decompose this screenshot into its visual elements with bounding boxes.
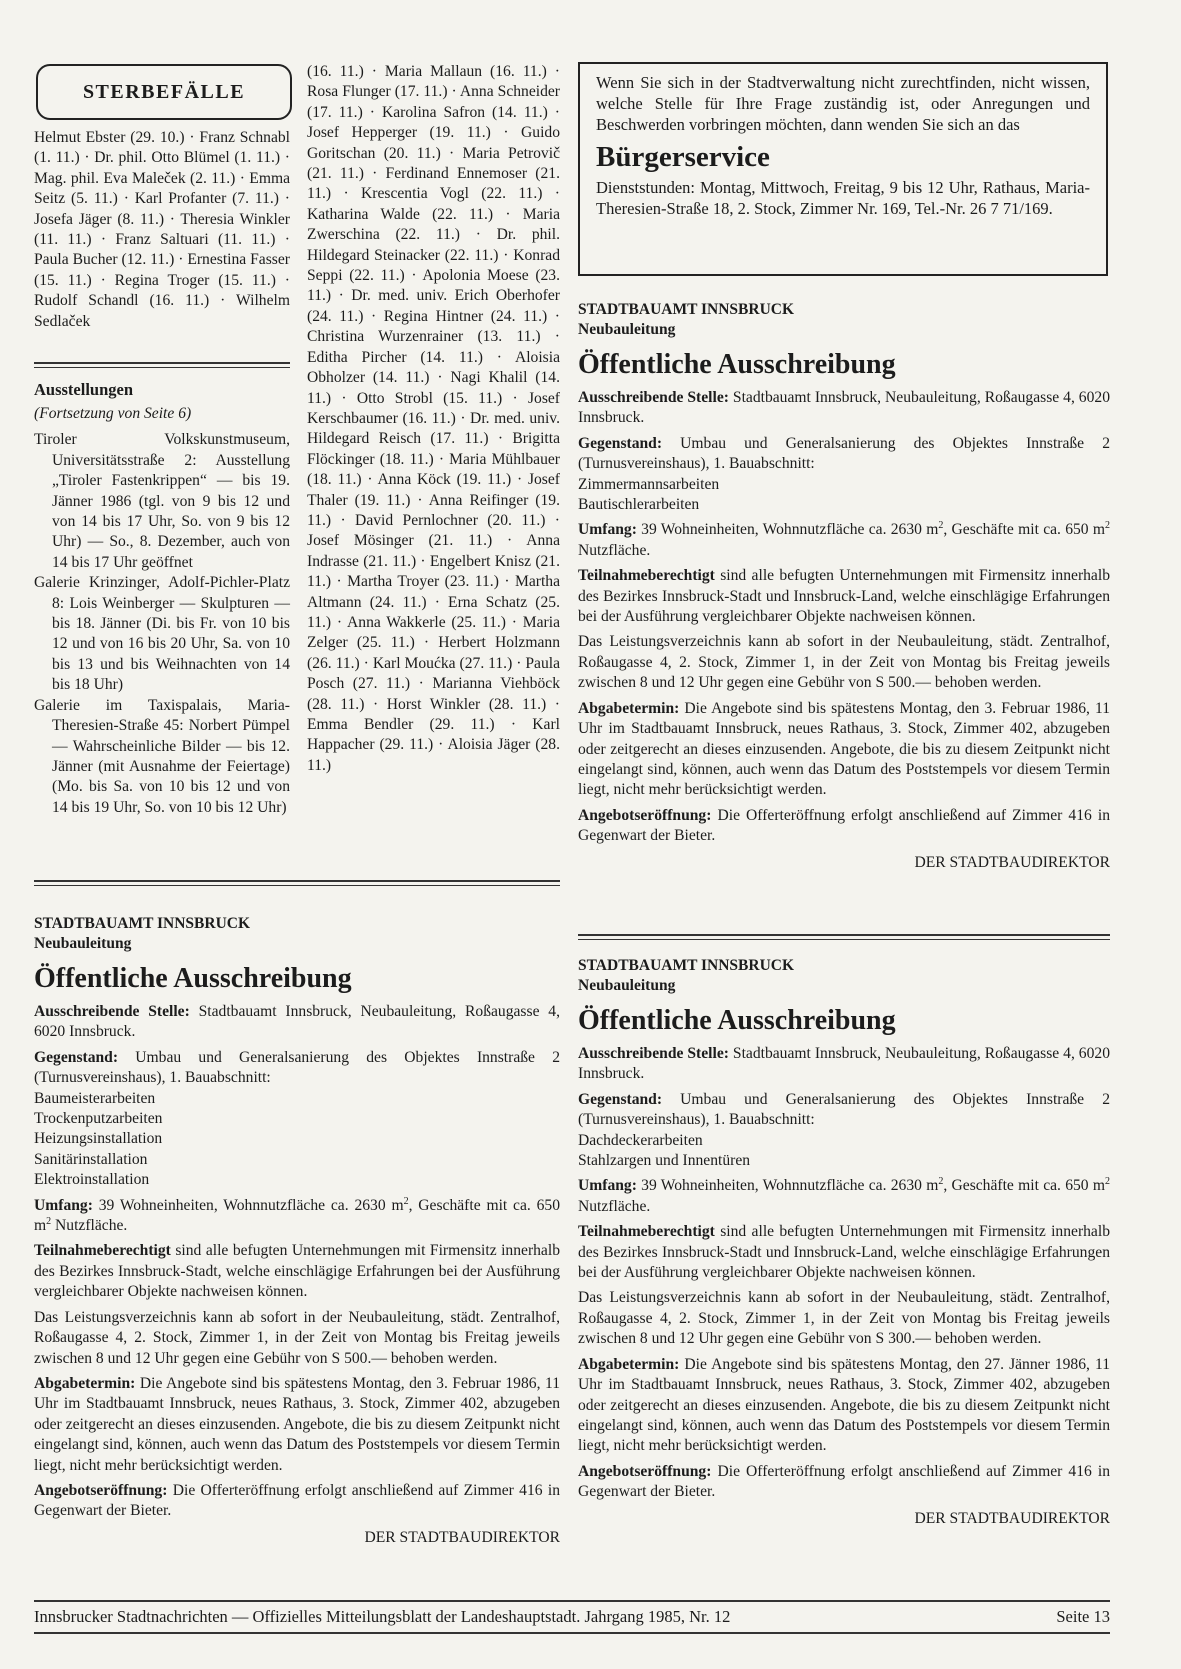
section-divider — [34, 880, 560, 886]
deaths-list-col2: (16. 11.) · Maria Mallaun (16. 11.) · Rosa Flunger (17. 11.) · Anna Schneider (17. 11.) · Karolina Safron (14. 11.) · Josef Hepperger (19. 11.) · Guido Goritschan (20. 11.) · Maria Petrovič (21. 11.) · Ferdinand Ennemoser (21. 11.) · Krescentia Vogl (22. 11.) · Katharina Walde (22. 11.) · Maria Zwerschina (22. 11.) · Dr. phil. Hildegard Steinacker (22. 11.) · Konrad Seppi (22. 11.) · Apolonia Moese (23. 11.) · Dr. med. univ. Erich Oberhofer (24. 11.) · Regina Hintner (24. 11.) · Christina Wurzenrainer (13. 11.) · Editha Pircher (14. 11.) · Aloisia Obholzer (14. 11.) · Nagi Khalil (14. 11.) · Otto Strobl (15. 11.) · Josef Kerschbaumer (16. 11.) · Dr. med. univ. Hildegard Reisch (17. 11.) · Brigitta Flöckinger (18. 11.) · Maria Mühlbauer (18. 11.) · Anna Köck (19. 11.) · Josef Thaler (19. 11.) · Anna Reifinger (19. 11.) · David Pernlochner (20. 11.) · Josef Mösinger (21. 11.) · Anna Indrasse (21. 11.) · Engelbert Knisz (21. 11.) · Martha Troyer (23. 11.) · Martha Altmann (24. 11.) · Erna Schatz (25. 11.) · Anna Wakkerle (25. 11.) · Maria Zelger (25. 11.) · Herbert Holzmann (26. 11.) · Karl Moućka (27. 11.) · Paula Posch (27. 11.) · Marianna Viehböck (28. 11.) · Horst Winkler (28. 11.) · Emma Bendler (29. 11.) · Karl Happacher (29. 11.) · Aloisia Jäger (28. 11.) — [307, 63, 560, 774]
leistungsverzeichnis-text: Das Leistungsverzeichnis kann ab sofort in der Neubauleitung, städt. Zentralhof, Roßaugasse 4, 2. Stock, Zimmer 1, in der Zeit von Montag bis Freitag jeweils zwischen 8 und 12 Uhr gegen eine Gebühr von S 500.— behoben werden. — [578, 633, 1110, 692]
eroeffnung-label: Angebotseröffnung: — [578, 1462, 712, 1480]
teilnahme-label: Teilnahmeberechtigt — [34, 1242, 171, 1260]
signature: DER STADTBAUDIREKTOR — [914, 1509, 1110, 1527]
tender-title: Öffentliche Ausschreibung — [578, 1005, 896, 1036]
tender-title: Öffentliche Ausschreibung — [34, 963, 352, 994]
abgabe-text: Die Angebote sind bis spätestens Montag, den 27. Jänner 1986, 11 Uhr im Stadtbauamt Innsbruck, neues Rathaus, 3. Stock, Zimmer 402, abzugeben oder zeitgerecht an dieses einzusenden. Angebote, die bis zu diesem Zeitpunkt nicht eingelangt sind, können, auch wenn das Datum des Poststempels vor diesem Termin liegt, nicht mehr berücksichtigt werden. — [578, 1355, 1110, 1455]
stelle-label: Ausschreibende Stelle: — [34, 1003, 190, 1020]
gegenstand-label: Gegenstand: — [578, 434, 663, 452]
tender-dept: Neubauleitung — [578, 321, 676, 338]
work-item: Trockenputzarbeiten — [34, 1110, 163, 1128]
buergerservice-intro: Wenn Sie sich in der Stadtverwaltung nicht zurechtfinden, nicht wissen, welche Stelle für Ihre Frage zuständig ist, oder Anregungen und Beschwerden vorbringen möchten, dann wenden Sie sich an das — [596, 73, 1090, 134]
umfang-text: , Geschäfte mit ca. 650 m — [943, 521, 1105, 539]
teilnahme-text: sind alle befugten Unternehmungen mit Firmensitz innerhalb des Bezirkes Innsbruck-Stadt und Innsbruck-Land, welche einschlägige Erfahrungen bei der Ausführung vergleichbarer Objekte nachweisen können. — [578, 1223, 1110, 1282]
signature: DER STADTBAUDIREKTOR — [364, 1528, 560, 1546]
deaths-title-box — [36, 64, 292, 120]
work-item: Baumeisterarbeiten — [34, 1089, 156, 1107]
work-item: Bautischlerarbeiten — [578, 496, 700, 514]
leistungsverzeichnis-text: Das Leistungsverzeichnis kann ab sofort in der Neubauleitung, städt. Zentralhof, Roßaugasse 4, 2. Stock, Zimmer 1, in der Zeit von Montag bis Freitag jeweils zwischen 8 und 12 Uhr gegen eine Gebühr von S 500.— behoben werden. — [34, 1308, 560, 1367]
teilnahme-text: sind alle befugten Unternehmungen mit Firmensitz innerhalb des Bezirkes Innsbruck-Stadt, welche einschlägige Erfahrungen bei der Ausführung vergleichbarer Objekte nachweisen können. — [34, 1242, 560, 1301]
gegenstand-text: Umbau und Generalsanierung des Objektes Innstraße 2 (Turnusvereinshaus), 1. Bauabschnitt: — [578, 1090, 1110, 1129]
exhibition-item: Galerie im Taxispalais, Maria-Theresien-Straße 45: Norbert Pümpel — Wahrscheinliche Bilder — bis 12. Jänner (mit Ausnahme der Feiertage) (Mo. bis Sa. von 10 bis 12 und von 14 bis 19 Uhr, So. von 10 bis 12 Uhr) — [34, 696, 290, 816]
stelle-label: Ausschreibende Stelle: — [578, 389, 729, 406]
teilnahme-text: sind alle befugten Unternehmungen mit Firmensitz innerhalb des Bezirkes Innsbruck-Stadt und Innsbruck-Land, welche einschlägige Erfahrungen bei der Ausführung vergleichbarer Objekte nachweisen können. — [578, 567, 1110, 626]
abgabe-text: Die Angebote sind bis spätestens Montag, den 3. Februar 1986, 11 Uhr im Stadtbauamt Innsbruck, neues Rathaus, 3. Stock, Zimmer 402, abzugeben oder zeitgerecht an dieses einzusenden. Angebote, die bis zu diesem Zeitpunkt nicht eingelangt sind, können, auch wenn das Datum des Poststempels vor diesem Termin liegt, nicht mehr berücksichtigt werden. — [34, 1374, 560, 1474]
umfang-text: 39 Wohneinheiten, Wohnnutzfläche ca. 2630 m — [636, 521, 939, 539]
eroeffnung-text: Die Offerteröffnung erfolgt anschließend auf Zimmer 416 in Gegenwart der Bieter. — [34, 1481, 560, 1520]
tender-org: STADTBAUAMT INNSBRUCK — [578, 301, 795, 318]
stelle-text: Stadtbauamt Innsbruck, Neubauleitung, Roßaugasse 4, 6020 Innsbruck. — [578, 389, 1110, 427]
eroeffnung-label: Angebotseröffnung: — [34, 1481, 168, 1499]
section-divider — [578, 934, 1110, 940]
work-item: Stahlzargen und Innentüren — [578, 1152, 751, 1170]
work-item: Sanitärinstallation — [34, 1150, 148, 1168]
tender-title: Öffentliche Ausschreibung — [578, 349, 896, 380]
gegenstand-text: Umbau und Generalsanierung des Objektes Innstraße 2 (Turnusvereinshaus), 1. Bauabschnitt: — [578, 434, 1110, 473]
umfang-text: Nutzfläche. — [578, 541, 651, 559]
tender-org: STADTBAUAMT INNSBRUCK — [34, 915, 251, 932]
page-number: Seite 13 — [1056, 1607, 1110, 1626]
stelle-text: Stadtbauamt Innsbruck, Neubauleitung, Roßaugasse 4, 6020 Innsbruck. — [34, 1003, 560, 1041]
exhibitions-subtitle: (Fortsetzung von Seite 6) — [34, 405, 192, 422]
umfang-text: 39 Wohneinheiten, Wohnnutzfläche ca. 2630 m — [92, 1196, 404, 1214]
tender-notice-1: STADTBAUAMT INNSBRUCK Neubauleitung Öffentliche Ausschreibung Ausschreibende Stelle: Stadtbauamt Innsbruck, Neubauleitung, Roßaugasse 4, 6020 Innsbruck. Gegenstand: Umbau und Generalsanierung des Objektes Innstraße 2 (Turnusvereinshaus), 1. Bauabschnitt: Zimmermannsarbeiten Bautischlerarbeiten Umfang: 39 Wohneinheiten, Wohnnutzfläche ca. 2630 $m^2$, Geschäfte mit ca. 650 $m^2$ Nutzfläche. Teilnahmeberechtigt sind alle befugten Unternehmungen mit Firmensitz innerhalb des Bezirkes Innsbruck-Stadt und Innsbruck-Land, welche einschlägige Erfahrungen bei der Ausführung vergleichbarer Objekte nachweisen können. Das Leistungsverzeichnis kann ab sofort in der Neubauleitung, städt. Zentralhof, Roßaugasse 4, 2. Stock, Zimmer 1, in der Zeit von Montag bis Freitag jeweils zwischen 8 und 12 Uhr gegen eine Gebühr von S 500.— behoben werden. Abgabetermin: Die Angebote sind bis spätestens Montag, den 3. Februar 1986, 11 Uhr im Stadtbauamt Innsbruck, neues Rathaus, 3. Stock, Zimmer 402, abzugeben oder zeitgerecht an dieses einzusenden. Angebote, die bis zu diesem Zeitpunkt nicht eingelangt sind, können, auch wenn das Datum des Poststempels vor diesem Termin liegt, nicht mehr berücksichtigt werden. Angebotseröffnung: Die Offerteröffnung erfolgt anschließend auf Zimmer 416 in Gegenwart der Bieter. DER STADTBAUDIREKTOR — [578, 300, 1110, 873]
abgabe-label: Abgabetermin: — [34, 1374, 136, 1392]
tender-notice-3: STADTBAUAMT INNSBRUCK Neubauleitung Öffentliche Ausschreibung Ausschreibende Stelle: Stadtbauamt Innsbruck, Neubauleitung, Roßaugasse 4, 6020 Innsbruck. Gegenstand: Umbau und Generalsanierung des Objektes Innstraße 2 (Turnusvereinshaus), 1. Bauabschnitt: Dachdeckerarbeiten Stahlzargen und Innentüren Umfang: 39 Wohneinheiten, Wohnnutzfläche ca. 2630 $m^2$, Geschäfte mit ca. 650 $m^2$ Nutzfläche. Teilnahmeberechtigt sind alle befugten Unternehmungen mit Firmensitz innerhalb des Bezirkes Innsbruck-Stadt und Innsbruck-Land, welche einschlägige Erfahrungen bei der Ausführung vergleichbarer Objekte nachweisen können. Das Leistungsverzeichnis kann ab sofort in der Neubauleitung, städt. Zentralhof, Roßaugasse 4, 2. Stock, Zimmer 1, in der Zeit von Montag bis Freitag jeweils zwischen 8 und 12 Uhr gegen eine Gebühr von S 300.— behoben werden. Abgabetermin: Die Angebote sind bis spätestens Montag, den 27. Jänner 1986, 11 Uhr im Stadtbauamt Innsbruck, neues Rathaus, 3. Stock, Zimmer 402, abzugeben oder zeitgerecht an dieses einzusenden. Angebote, die bis zu diesem Zeitpunkt nicht eingelangt sind, können, auch wenn das Datum des Poststempels vor diesem Termin liegt, nicht mehr berücksichtigt werden. Angebotseröffnung: Die Offerteröffnung erfolgt anschließend auf Zimmer 416 in Gegenwart der Bieter. DER STADTBAUDIREKTOR — [578, 956, 1110, 1529]
signature: DER STADTBAUDIREKTOR — [914, 853, 1110, 871]
work-item: Heizungsinstallation — [34, 1130, 163, 1148]
abgabe-text: Die Angebote sind bis spätestens Montag, den 3. Februar 1986, 11 Uhr im Stadtbauamt Innsbruck, neues Rathaus, 3. Stock, Zimmer 402, abzugeben oder zeitgerecht an dieses einzusenden. Angebote, die bis zu diesem Zeitpunkt nicht eingelangt sind, können, auch wenn das Datum des Poststempels vor diesem Termin liegt, nicht mehr berücksichtigt werden. — [578, 699, 1110, 799]
buergerservice-hours: Dienststunden: Montag, Mittwoch, Freitag, 9 bis 12 Uhr, Rathaus, Maria-Theresien-Straße 18, 2. Stock, Zimmer Nr. 169, Tel.-Nr. 26 7 71/169. — [596, 178, 1090, 218]
tender-dept: Neubauleitung — [578, 977, 676, 994]
teilnahme-label: Teilnahmeberechtigt — [578, 567, 715, 585]
umfang-text: , Geschäfte mit ca. 650 m — [34, 1196, 560, 1235]
umfang-text: Nutzfläche. — [578, 1197, 651, 1215]
eroeffnung-label: Angebotseröffnung: — [578, 806, 712, 824]
umfang-text: 39 Wohneinheiten, Wohnnutzfläche ca. 2630 m — [636, 1177, 939, 1195]
abgabe-label: Abgabetermin: — [578, 1355, 680, 1373]
umfang-text: Nutzfläche. — [51, 1217, 128, 1235]
umfang-text: , Geschäfte mit ca. 650 m — [943, 1177, 1105, 1195]
tender-org: STADTBAUAMT INNSBRUCK — [578, 957, 795, 974]
publication-line: Innsbrucker Stadtnachrichten — Offizielles Mitteilungsblatt der Landeshauptstadt. Jahrgang 1985, Nr. 12 — [34, 1607, 731, 1626]
work-item: Elektroinstallation — [34, 1171, 150, 1189]
tender-notice-2: STADTBAUAMT INNSBRUCK Neubauleitung Öffentliche Ausschreibung Ausschreibende Stelle: Stadtbauamt Innsbruck, Neubauleitung, Roßaugasse 4, 6020 Innsbruck. Gegenstand: Umbau und Generalsanierung des Objektes Innstraße 2 (Turnusvereinshaus), 1. Bauabschnitt: Baumeisterarbeiten Trockenputzarbeiten Heizungsinstallation Sanitärinstallation Elektroinstallation Umfang: 39 Wohneinheiten, Wohnnutzfläche ca. 2630 $m^2$, Geschäfte mit ca. 650 $m^2$ Nutzfläche. Teilnahmeberechtigt sind alle befugten Unternehmungen mit Firmensitz innerhalb des Bezirkes Innsbruck-Stadt, welche einschlägige Erfahrungen bei der Ausführung vergleichbarer Objekte nachweisen können. Das Leistungsverzeichnis kann ab sofort in der Neubauleitung, städt. Zentralhof, Roßaugasse 4, 2. Stock, Zimmer 1, in der Zeit von Montag bis Freitag jeweils zwischen 8 und 12 Uhr gegen eine Gebühr von S 500.— behoben werden. Abgabetermin: Die Angebote sind bis spätestens Montag, den 3. Februar 1986, 11 Uhr im Stadtbauamt Innsbruck, neues Rathaus, 3. Stock, Zimmer 402, abzugeben oder zeitgerecht an dieses einzusenden. Angebote, die bis zu diesem Zeitpunkt nicht eingelangt sind, können, auch wenn das Datum des Poststempels vor diesem Termin liegt, nicht mehr berücksichtigt werden. Angebotseröffnung: Die Offerteröffnung erfolgt anschließend auf Zimmer 416 in Gegenwart der Bieter. DER STADTBAUDIREKTOR — [34, 914, 560, 1548]
gegenstand-text: Umbau und Generalsanierung des Objektes Innstraße 2 (Turnusvereinshaus), 1. Bauabschnitt: — [34, 1048, 560, 1087]
page-footer — [34, 1600, 1110, 1634]
exhibitions-title: Ausstellungen — [34, 380, 134, 399]
deaths-title: STERBEFÄLLE — [82, 80, 246, 103]
umfang-label: Umfang: — [578, 1177, 637, 1195]
eroeffnung-text: Die Offerteröffnung erfolgt anschließend auf Zimmer 416 in Gegenwart der Bieter. — [578, 1462, 1110, 1501]
work-item: Zimmermannsarbeiten — [578, 475, 720, 493]
gegenstand-label: Gegenstand: — [34, 1048, 119, 1066]
exhibition-item: Galerie Krinzinger, Adolf-Pichler-Platz 8: Lois Weinberger — Skulpturen — bis 18. Jänner (Di. bis Fr. von 10 bis 12 und von 16 bis 20 Uhr, Sa. von 10 bis 13 und bis Weihnachten von 14 bis 18 Uhr) — [34, 574, 290, 694]
stelle-label: Ausschreibende Stelle: — [578, 1045, 729, 1062]
exhibition-item: Tiroler Volkskunstmuseum, Universitätsstraße 2: Ausstellung „Tiroler Fastenkrippen“ — bis 19. Jänner 1986 (tgl. von 9 bis 12 und von 14 bis 17 Uhr, So. von 9 bis 12 Uhr) — So., 8. Dezember, auch von 14 bis 17 Uhr geöffnet — [34, 431, 290, 571]
tender-dept: Neubauleitung — [34, 935, 132, 952]
section-divider — [34, 362, 290, 368]
abgabe-label: Abgabetermin: — [578, 699, 680, 717]
umfang-label: Umfang: — [34, 1196, 93, 1214]
exhibitions-section — [34, 380, 290, 818]
umfang-label: Umfang: — [578, 521, 637, 539]
eroeffnung-text: Die Offerteröffnung erfolgt anschließend auf Zimmer 416 in Gegenwart der Bieter. — [578, 806, 1110, 845]
buergerservice-title: Bürgerservice — [596, 141, 770, 173]
gegenstand-label: Gegenstand: — [578, 1090, 663, 1108]
buergerservice-box — [578, 62, 1108, 276]
deaths-list-col1: Helmut Ebster (29. 10.) · Franz Schnabl (1. 11.) · Dr. phil. Otto Blümel (1. 11.) · Mag. phil. Eva Maleček (2. 11.) · Emma Seitz (5. 11.) · Karl Profanter (7. 11.) · Josefa Jäger (8. 11.) · Theresia Winkler (11. 11.) · Franz Saltuari (11. 11.) · Paula Bucher (12. 11.) · Ernestina Fasser (15. 11.) · Regina Troger (15. 11.) · Rudolf Schandl (16. 11.) · Wilhelm Sedlaček — [34, 129, 290, 330]
leistungsverzeichnis-text: Das Leistungsverzeichnis kann ab sofort in der Neubauleitung, städt. Zentralhof, Roßaugasse 4, 2. Stock, Zimmer 1, in der Zeit von Montag bis Freitag jeweils zwischen 8 und 12 Uhr gegen eine Gebühr von S 300.— behoben werden. — [578, 1289, 1110, 1348]
work-item: Dachdeckerarbeiten — [578, 1131, 703, 1149]
stelle-text: Stadtbauamt Innsbruck, Neubauleitung, Roßaugasse 4, 6020 Innsbruck. — [578, 1045, 1110, 1083]
teilnahme-label: Teilnahmeberechtigt — [578, 1223, 715, 1241]
